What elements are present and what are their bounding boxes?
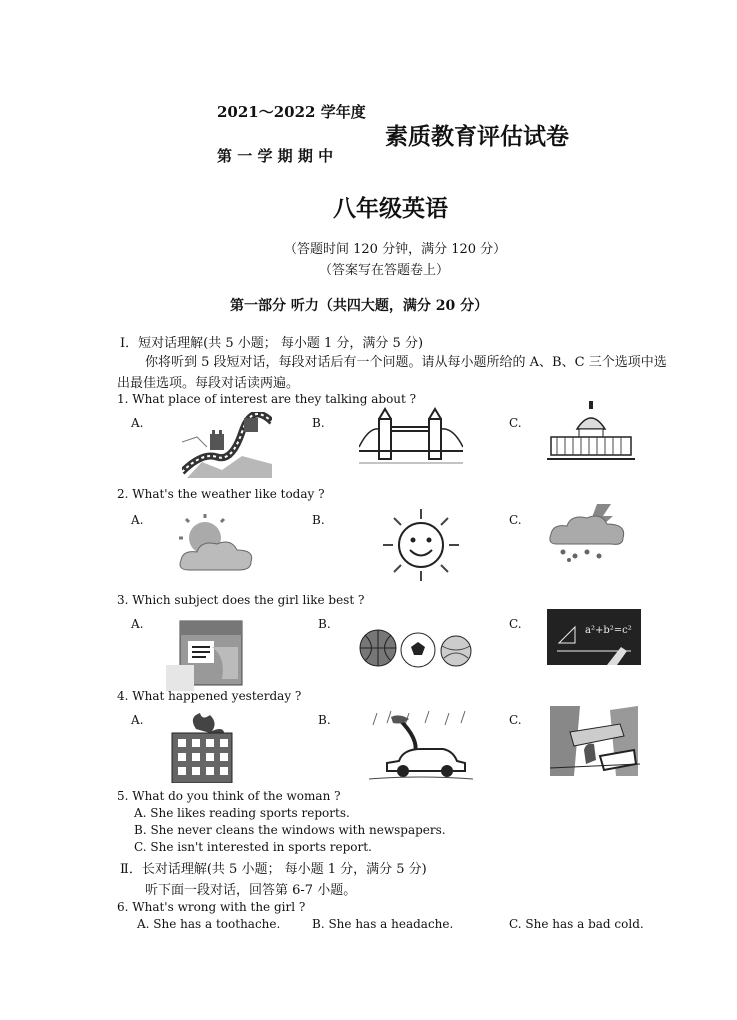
q2-option-c: C. (509, 513, 522, 527)
question-2: 2. What's the weather like today ? (117, 487, 325, 501)
math-blackboard-icon (547, 609, 641, 665)
q5-option-c: C. She isn't interested in sports report. (134, 840, 372, 854)
earthquake-ruins-icon (550, 706, 640, 776)
thunderstorm-cloud-icon (547, 502, 631, 564)
q4-option-a: A. (131, 713, 144, 727)
question-1: 1. What place of interest are they talking about ? (117, 392, 417, 406)
q6-option-c: C. She has a bad cold. (509, 917, 644, 931)
q3-option-b: B. (318, 617, 331, 631)
year-line: 2021～2022 学年度 (217, 103, 366, 121)
term-line: 第 一 学 期 期 中 (217, 147, 334, 165)
answer-note: （答案写在答题卷上） (319, 263, 450, 278)
smiling-sun-icon (381, 507, 461, 583)
chinese-textbook-icon (166, 617, 244, 691)
q1-option-a: A. (131, 416, 144, 430)
storm-car-tree-icon (369, 709, 473, 783)
q6-option-b: B. She has a headache. (312, 917, 454, 931)
q3-option-c: C. (509, 617, 522, 631)
exam-title: 素质教育评估试卷 (385, 123, 569, 150)
sports-balls-icon (356, 626, 474, 672)
part-one-heading: 第一部分 听力（共四大题，满分 20 分） (230, 298, 489, 314)
question-5: 5. What do you think of the woman ? (117, 789, 341, 803)
svg-text:a²+b²=c²: a²+b²=c² (585, 625, 632, 636)
section-two-instruction: 听下面一段对话，回答第 6-7 小题。 (145, 883, 357, 898)
q4-option-c: C. (509, 713, 522, 727)
question-4: 4. What happened yesterday ? (117, 689, 302, 703)
question-6: 6. What's wrong with the girl ? (117, 900, 306, 914)
q2-option-a: A. (131, 513, 144, 527)
sun-behind-cloud-icon (175, 512, 257, 574)
q4-option-b: B. (318, 713, 331, 727)
section-two-title: Ⅱ．长对话理解(共 5 小题； 每小题 1 分，满分 5 分) (120, 862, 427, 877)
subject-title: 八年级英语 (333, 195, 448, 222)
q5-option-b: B. She never cleans the windows with newspapers. (134, 823, 446, 837)
q3-option-a: A. (131, 617, 144, 631)
section-one-instruction: 你将听到 5 段短对话，每段对话后有一个问题。请从每小题所给的 A、B、C 三个选项中选 (145, 355, 667, 370)
building-fire-icon (166, 711, 242, 783)
question-3: 3. Which subject does the girl like best ? (117, 593, 365, 607)
q1-option-b: B. (312, 416, 325, 430)
great-wall-icon (182, 412, 272, 478)
section-one-title: Ⅰ．短对话理解(共 5 小题； 每小题 1 分，满分 5 分) (120, 336, 424, 351)
capitol-building-icon (547, 399, 635, 461)
q5-option-a: A. She likes reading sports reports. (134, 806, 350, 820)
q2-option-b: B. (312, 513, 325, 527)
section-one-instruction-cont: 出最佳选项。每段对话读两遍。 (117, 376, 300, 391)
q1-option-c: C. (509, 416, 522, 430)
q6-option-a: A. She has a toothache. (137, 917, 281, 931)
tower-bridge-icon (359, 407, 463, 469)
time-note: （答题时间 120 分钟，满分 120 分） (284, 242, 507, 257)
